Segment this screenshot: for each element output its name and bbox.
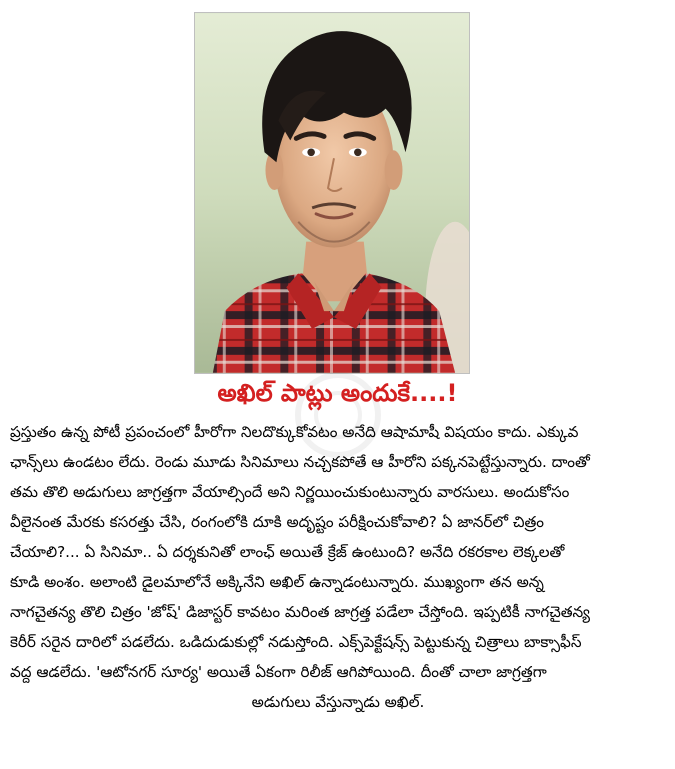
article-line: కూడి అంశం. అలాంటి డైలమాలోనే అక్కినేని అఖిల్ ఉన్నాడంటున్నారు. ముఖ్యంగా తన అన్న	[10, 573, 544, 591]
article-line: ఛాన్స్‌లు ఉండటం లేదు. రెండు మూడు సినిమాలు నచ్చకపోతే ఆ హీరోని పక్కనపెట్టేస్తున్నారు. దాంతో	[10, 453, 590, 471]
article-line: ప్రస్తుతం ఉన్న పోటీ ప్రపంచంలో హీరోగా నిలదొక్కుకోవటం అనేది ఆషామాషీ విషయం కాదు. ఎక్కువ	[10, 423, 579, 441]
article-line: వీలైనంత మేరకు కసరత్తు చేసి, రంగంలోకి దూకి అదృష్టం పరీక్షించుకోవాలి? ఏ జానర్‌లో చిత్రం	[10, 513, 544, 531]
article-line-last: అడుగులు వేస్తున్నాడు అఖిల్.	[251, 693, 425, 711]
article-line: చేయాలి?... ఏ సినిమా.. ఏ దర్శకునితో లాంఛ్ అయితే క్రేజ్ ఉంటుంది? అనేది రకరకాల లెక్కలతో	[10, 543, 565, 561]
article-headline: అఖిల్ పాట్లు అందుకే....!	[217, 379, 458, 407]
portrait-illustration	[195, 13, 469, 373]
article-line: నాగచైతన్య తొలి చిత్రం 'జోష్' డిజాస్టర్ కావటం మరింత జాగ్రత్త పడేలా చేస్తోంది. ఇప్పటికీ నాగచైతన్య	[10, 603, 591, 621]
article-line: వద్ద ఆడలేదు. 'ఆటోనగర్ సూర్య' అయితే ఏకంగా రిలీజ్ ఆగిపోయింది. దీంతో చాలా జాగ్రత్తగా	[10, 663, 547, 681]
article-line: కెరీర్ సరైన దారిలో పడలేదు. ఒడిదుడుకుల్లో నడుస్తోంది. ఎక్స్‌పెక్టేషన్స్ పెట్టుకున్న చిత్రాలు బాక్సాఫీస్	[10, 633, 582, 651]
article-photo	[194, 12, 470, 374]
article-body	[10, 417, 666, 717]
article-line: తమ తొలి అడుగులు జాగ్రత్తగా వేయాల్సిందే అని నిర్ణయించుకుంటున్నారు వారసులు. అందుకోసం	[10, 483, 570, 501]
